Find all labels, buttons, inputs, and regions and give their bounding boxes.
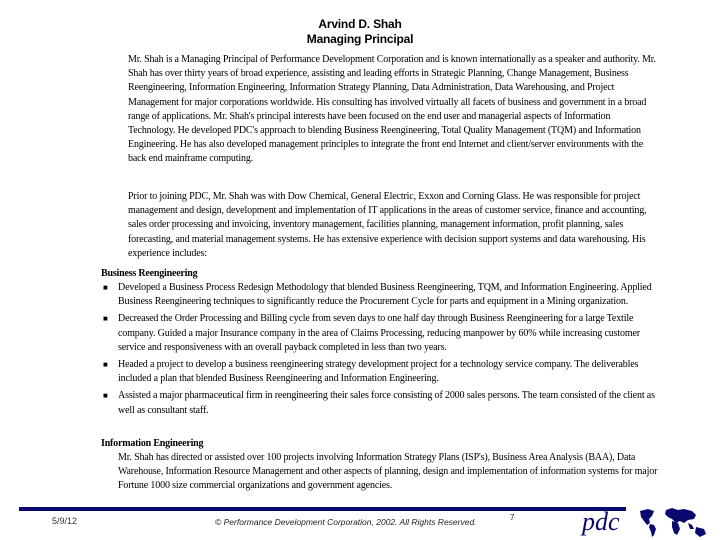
bullet-icon: ■: [103, 314, 108, 324]
list-item: [101, 281, 657, 309]
world-map-icon: [638, 507, 718, 539]
list-item-text: Assisted a major pharmaceutical firm in reengineering their sales force consisting of 2000 sales persons. The team consisted of the client as well as consultant staff.: [118, 390, 655, 416]
bio-paragraph-2: Prior to joining PDC, Mr. Shah was with Dow Chemical, General Electric, Exxon and Corning Glass. He was responsible for project management and design, development and implementation of IT applications in the areas of customer service, finance and accounting, sales order processing and invoicing, inventory management, facilities planning, management information, profit planning, sales forecasting, and material management systems. He has extensive experience with decision support systems and data warehousing. His experience includes:: [128, 191, 647, 259]
bullet-icon: ■: [103, 360, 108, 370]
footer-copyright: © Performance Development Corporation, 2002. All Rights Reserved.: [215, 517, 477, 527]
page-number: 7: [510, 513, 515, 522]
list-item-text: Developed a Business Process Redesign Methodology that blended Business Reengineering, TQM, and Information Engineering. Applied Business Reengineering techniques to significantly reduce the Procurement Cycle for parts and equipment in a Mining organization.: [118, 282, 652, 308]
bio-paragraph-1: Mr. Shah is a Managing Principal of Performance Development Corporation and is known internationally as a speaker and authority. Mr. Shah has over thirty years of broad experience, assisting and leading efforts in Strategic Planning, Change Management, Business Reengineering, Information Engineering, Information Strategy Planning, Data Administration, Data Warehousing, and Project Management for major corporations worldwide. His consulting has involved virtually all facets of business and government in a broad range of applications. Mr. Shah's principal interests have been focused on the end user and managerial aspects of Information Technology. He developed PDC's approach to blending Business Reengineering, Total Quality Management (TQM) and Information Engineering. He has also developed management principles to integrate the front end Internet and client/server environments with the back end mainframe computing.: [128, 54, 656, 165]
person-name: Arvind D. Shah: [318, 17, 402, 31]
footer-date: 5/9/12: [52, 516, 78, 526]
list-item: [101, 389, 657, 417]
person-role: Managing Principal: [306, 32, 414, 46]
section-heading-information-engineering: Information Engineering: [101, 438, 204, 449]
bullet-icon: ■: [103, 283, 108, 292]
pdc-logo-text: pdc: [582, 507, 620, 536]
information-engineering-text: Mr. Shah has directed or assisted over 100 projects involving Information Strategy Plans (ISP's), Business Area Analysis (BAA), Data Warehouse, Information Resource Management and other aspects of planning, design and implementation of information systems for major Fortune 1000 size commercial organizations and government agencies.: [118, 452, 658, 492]
business-reengineering-list: [101, 281, 657, 421]
footer-divider: [19, 507, 504, 511]
bullet-icon: ■: [103, 391, 108, 401]
list-item-text: Headed a project to develop a business reengineering strategy development project for a technology service company. The deliverables included a plan that blended Business Reengineering and Information Engineering.: [118, 359, 639, 385]
section-heading-business-reengineering: Business Reengineering: [101, 268, 198, 279]
slide-title: [0, 17, 720, 47]
list-item-text: Decreased the Order Processing and Billing cycle from seven days to one half day through Business Reengineering for a large Textile company. Guided a major Insurance company in the area of Claims Processing, reducing manpower by 60% while increasing customer service and responsiveness with an overall payback completed in less than two years.: [118, 313, 640, 353]
list-item: [101, 312, 657, 355]
list-item: [101, 358, 657, 386]
